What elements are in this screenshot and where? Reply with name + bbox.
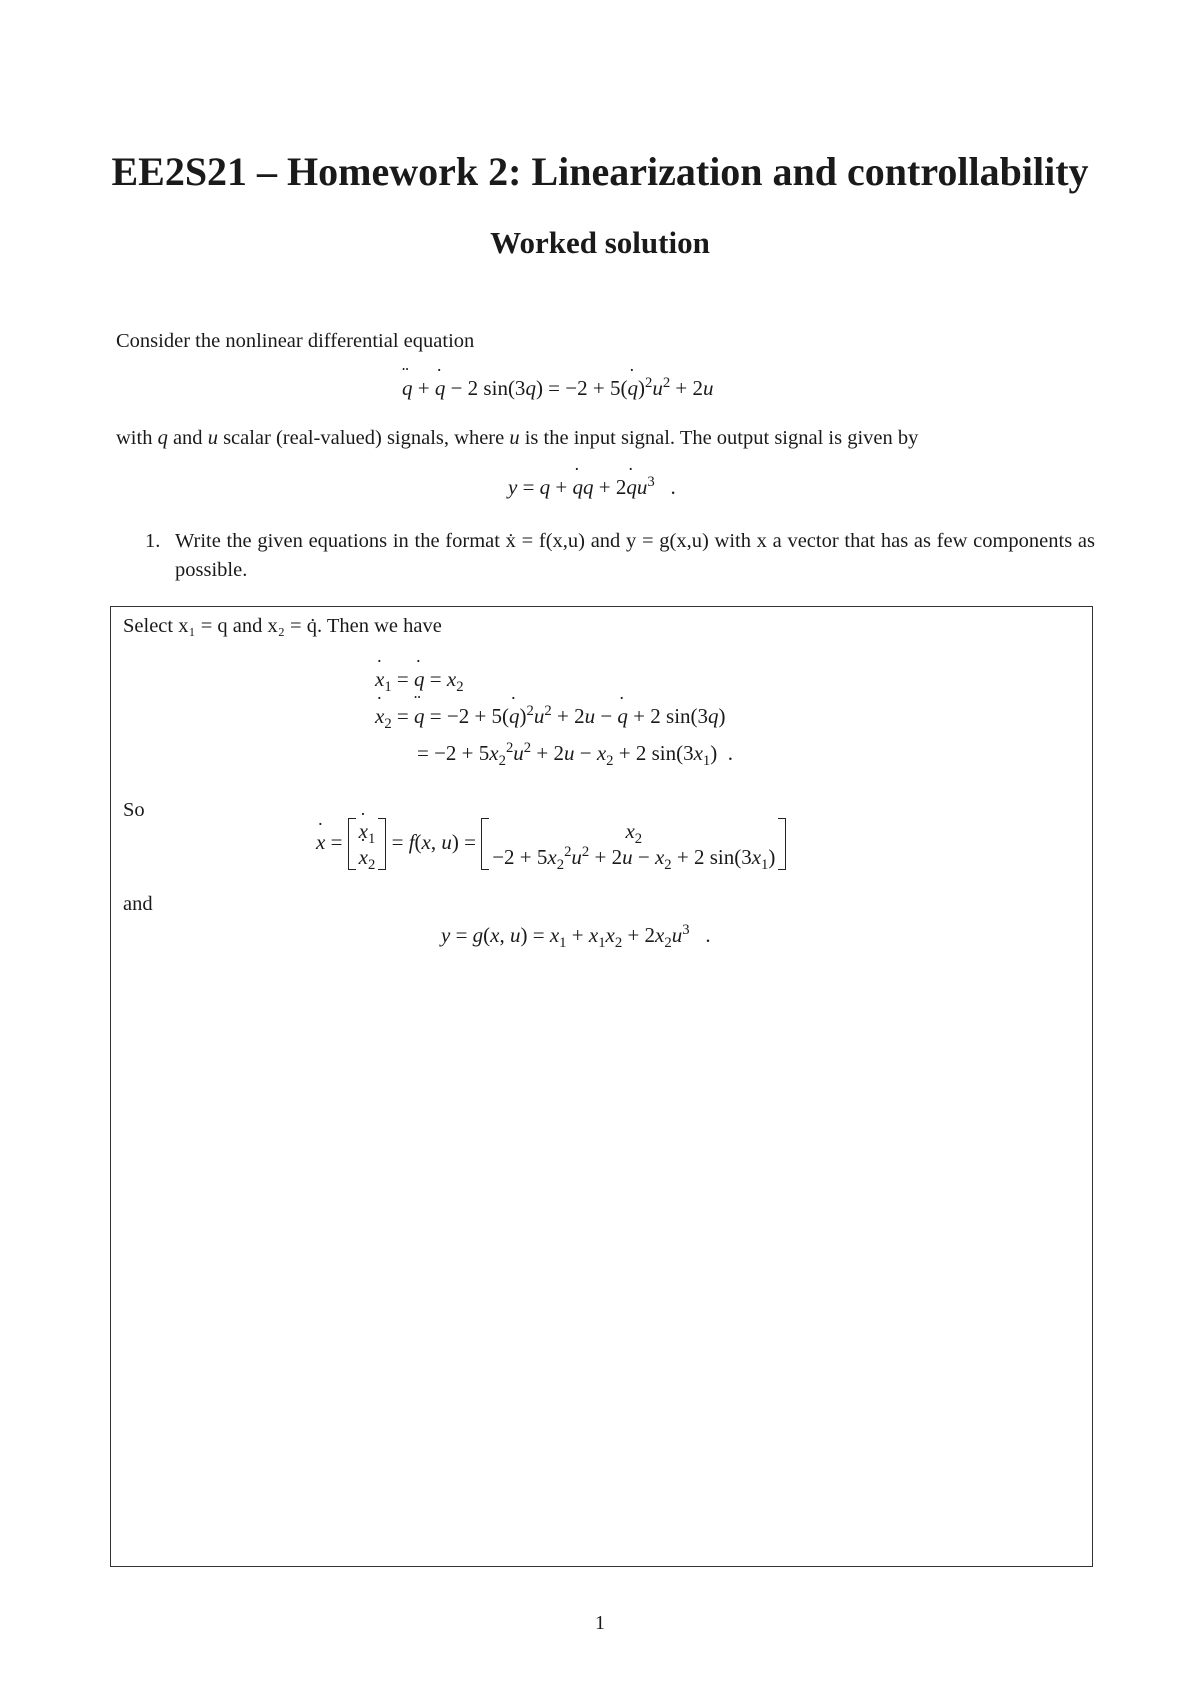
document-subtitle: Worked solution <box>490 225 710 260</box>
state-vector-equation: x ˙ = x $˙_1$ x $˙_2 = f(x$, $u) = x_2$ $-2 + 5x_2^2u^2 + 2u - x_2 + 2$ $\sin(3x_1)$ <box>316 818 786 870</box>
solution-so-text: So <box>123 799 145 821</box>
output-equation: y = q + q ˙q + 2q $˙u^3$ . <box>508 475 676 500</box>
document-title: EE2S21 – Homework 2: Linearization and controllability <box>111 149 1089 194</box>
output-function-equation: y = g(x, $u) = x_1 + x_1x_2 + 2x_2u^3$ . <box>441 922 711 952</box>
state-equation-x2: x $˙_2 = q$ ¨ = −2 + 5(q $˙)^2u^2 + 2u - q$ ˙ + 2 sin(3q) <box>375 704 726 729</box>
solution-select-text: Select x₁ = q and x₂ = q̇. Then we have <box>123 615 442 637</box>
intro-consider-text: Consider the nonlinear differential equation <box>116 330 475 352</box>
solution-and-text: and <box>123 893 153 915</box>
intro-signals-text: with q and u scalar (real-valued) signals, where u is the input signal. The output signal is given by <box>116 427 919 449</box>
nonlinear-differential-equation: q ¨ + q ˙ − 2 sin(3q) = −2 + 5(q $˙)^2u^2 + 2u$ <box>402 376 714 401</box>
state-equation-x1: x $˙_1 = q$ ˙ = $x_2$ <box>375 667 464 692</box>
question-number: 1. <box>145 530 161 552</box>
page-number: 1 <box>595 1612 605 1634</box>
solution-box <box>110 606 1093 1567</box>
state-equation-x2-continued: = $-2 + 5x_2^2u^2 + 2u - x_2 + 2$ $\sin(3x_1)$ . <box>417 740 734 770</box>
question-text: Write the given equations in the format ẋ = f(x,u) and y = g(x,u) with x a vector that has as few components as possible. <box>175 530 1095 581</box>
